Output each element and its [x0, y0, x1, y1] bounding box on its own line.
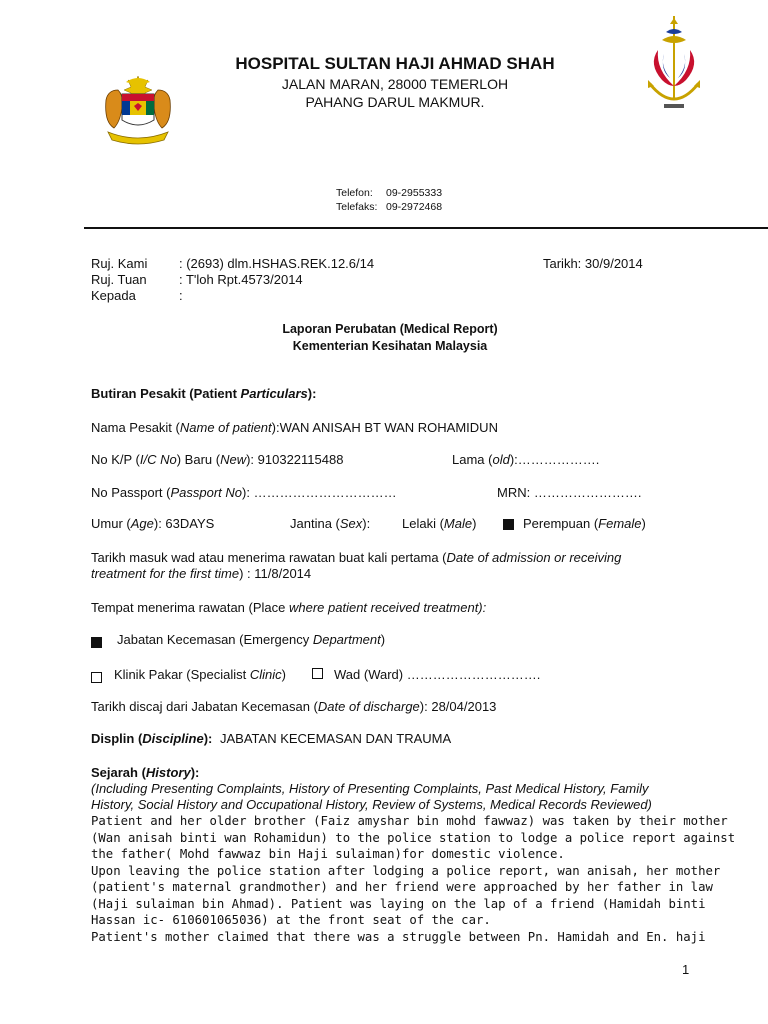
sex-male-option: Lelaki (Male)	[402, 516, 477, 531]
sex-female-option: Perempuan (Female)	[523, 516, 646, 531]
passport-number: No Passport (Passport No): ……………………………	[91, 485, 397, 500]
fax-value: 09-2972468	[386, 201, 443, 213]
phone-label: Telefon:	[336, 187, 373, 199]
specialist-clinic-checkbox[interactable]	[91, 672, 102, 683]
ward-option: Wad (Ward) ………………………….	[334, 667, 541, 682]
discipline: Displin (Discipline): JABATAN KECEMASAN DAN TRAUMA	[91, 731, 452, 746]
history-line: the father( Mohd fawwaz bin Haji sulaiman)for domestic violence.	[91, 847, 565, 861]
discharge-date: Tarikh discaj dari Jabatan Kecemasan (Date of discharge): 28/04/2013	[91, 699, 497, 714]
hospital-name: HOSPITAL SULTAN HAJI AHMAD SHAH	[235, 54, 555, 73]
history-line: Hassan ic- 610601065036) at the front seat of the car.	[91, 913, 491, 927]
female-checkbox[interactable]	[503, 519, 514, 530]
header-divider	[84, 227, 768, 229]
sex-label: Jantina (Sex):	[290, 516, 371, 531]
history-line: (Haji sulaiman bin Ahmad). Patient was laying on the lap of a friend (Hamidah binti	[91, 897, 706, 911]
phone-value: 09-2955333	[386, 187, 443, 199]
history-line: (patient's maternal grandmother) and her friend were approached by her father in law	[91, 880, 713, 894]
address-line-1: JALAN MARAN, 28000 TEMERLOH	[281, 76, 509, 92]
admission-date-line-2: treatment for the first time) : 11/8/2014	[91, 566, 312, 581]
fax-label: Telefaks:	[336, 201, 378, 213]
date: Tarikh: 30/9/2014	[543, 256, 643, 271]
patient-age: Umur (Age): 63DAYS	[91, 516, 215, 531]
history-heading: Sejarah (History):	[91, 765, 200, 780]
history-line: Patient's mother claimed that there was a struggle between Pn. Hamidah and En. haji	[91, 930, 706, 944]
ministry-title: Kementerian Kesihatan Malaysia	[292, 339, 488, 353]
history-line: Patient and her older brother (Faiz amyshar bin mohd fawwaz) was taken by their mother	[91, 814, 728, 828]
report-title: Laporan Perubatan (Medical Report)	[282, 322, 498, 336]
ruj-kami-label: Ruj. Kami	[91, 256, 148, 271]
history-line: Upon leaving the police station after lodging a police report, wan anisah, her mother	[91, 864, 721, 878]
kepada-label: Kepada	[91, 288, 136, 303]
mrn: MRN: …………………….	[497, 485, 642, 500]
specialist-clinic-option: Klinik Pakar (Specialist Clinic)	[114, 667, 286, 682]
ruj-kami-value: : (2693) dlm.HSHAS.REK.12.6/14	[179, 256, 375, 271]
particulars-heading: Butiran Pesakit (Patient Particulars):	[91, 386, 317, 401]
patient-name: Nama Pesakit (Name of patient):WAN ANISAH BT WAN ROHAMIDUN	[91, 420, 498, 435]
ruj-tuan-value: : T'loh Rpt.4573/2014	[179, 272, 303, 287]
ward-checkbox[interactable]	[312, 668, 323, 679]
ic-number: No K/P (I/C No) Baru (New): 910322115488	[91, 452, 344, 467]
hospital-emblem-logo	[644, 14, 704, 118]
history-subtitle-1: (Including Presenting Complaints, History of Presenting Complaints, Past Medical History, Family	[91, 781, 649, 796]
emergency-checkbox[interactable]	[91, 637, 102, 648]
address-line-2: PAHANG DARUL MAKMUR.	[305, 94, 485, 110]
old-ic-number: Lama (old):……………….	[452, 452, 600, 467]
admission-date-line-1: Tarikh masuk wad atau menerima rawatan buat kali pertama (Date of admission or receiving	[91, 550, 622, 565]
ruj-tuan-label: Ruj. Tuan	[91, 272, 147, 287]
page-number: 1	[682, 962, 690, 977]
treatment-place: Tempat menerima rawatan (Place where patient received treatment):	[91, 600, 487, 615]
history-subtitle-2: History, Social History and Occupational History, Review of Systems, Medical Records Reviewed)	[91, 797, 652, 812]
emergency-option: Jabatan Kecemasan (Emergency Department)	[117, 632, 386, 647]
history-line: (Wan anisah binti wan Rohamidun) to the police station to lodge a police report against	[91, 831, 736, 845]
kepada-value: :	[179, 288, 183, 303]
